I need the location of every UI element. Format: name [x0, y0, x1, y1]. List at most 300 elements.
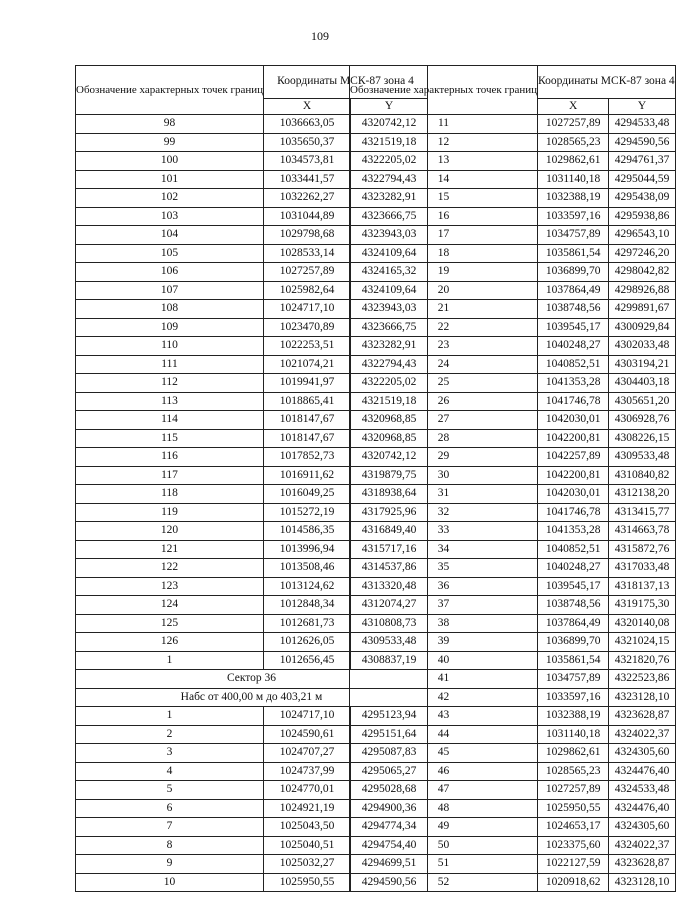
coord-y: 4297246,20: [609, 244, 675, 263]
coord-x: 1035650,37: [264, 133, 351, 152]
coord-x: 1027257,89: [538, 115, 609, 134]
point-id: 39: [350, 633, 538, 652]
coord-x: 1037864,49: [538, 281, 609, 300]
coord-y: 4312138,20: [609, 485, 675, 504]
coord-x: 1037864,49: [538, 614, 609, 633]
coord-x: 1021074,21: [264, 355, 351, 374]
coord-y: 4306928,76: [609, 411, 675, 430]
coord-x: 1025950,55: [264, 873, 351, 892]
coord-y: 4323282,91: [351, 189, 428, 208]
coord-y: 4305651,20: [609, 392, 675, 411]
coord-y: 4323282,91: [351, 337, 428, 356]
sector-title: Сектор 36: [76, 670, 428, 689]
table-row: [350, 633, 676, 652]
coord-y: 4294774,34: [351, 818, 428, 837]
coord-x: 1031140,18: [538, 725, 609, 744]
coord-y: 4294533,48: [609, 115, 675, 134]
table-row: [350, 318, 676, 337]
table-row: [350, 485, 676, 504]
coord-y: 4314663,78: [609, 522, 675, 541]
coord-y: 4313320,48: [351, 577, 428, 596]
coord-x: 1035861,54: [538, 244, 609, 263]
coord-x: 1040852,51: [538, 355, 609, 374]
coord-y: 4299891,67: [609, 300, 675, 319]
coord-y: 4324476,40: [609, 762, 675, 781]
point-id: 19: [350, 263, 538, 282]
coord-x: 1034573,81: [264, 152, 351, 171]
point-id: 111: [76, 355, 264, 374]
point-id: 29: [350, 448, 538, 467]
coord-y: 4295044,59: [609, 170, 675, 189]
coord-x: 1019941,97: [264, 374, 351, 393]
coord-y: 4304403,18: [609, 374, 675, 393]
point-id: 15: [350, 189, 538, 208]
header-x: X: [538, 99, 609, 115]
coord-y: 4308837,19: [351, 651, 428, 670]
point-id: 112: [76, 374, 264, 393]
coord-x: 1024737,99: [264, 762, 351, 781]
coord-y: 4309533,48: [609, 448, 675, 467]
coord-y: 4321820,76: [609, 651, 675, 670]
coord-y: 4320742,12: [351, 115, 428, 134]
coord-y: 4298042,82: [609, 263, 675, 282]
coord-y: 4323943,03: [351, 300, 428, 319]
point-id: 52: [350, 873, 538, 892]
coord-x: 1032388,19: [538, 707, 609, 726]
coord-x: 1025043,50: [264, 818, 351, 837]
coord-y: 4295938,86: [609, 207, 675, 226]
coord-x: 1012656,45: [264, 651, 351, 670]
coord-x: 1034757,89: [538, 670, 609, 689]
table-row: [350, 836, 676, 855]
coord-y: 4310840,82: [609, 466, 675, 485]
point-id: 20: [350, 281, 538, 300]
table-row: [350, 281, 676, 300]
point-id: 107: [76, 281, 264, 300]
coord-x: 1018147,67: [264, 429, 351, 448]
table-row: [350, 725, 676, 744]
point-id: 120: [76, 522, 264, 541]
point-id: 21: [350, 300, 538, 319]
coord-x: 1028565,23: [538, 762, 609, 781]
coord-x: 1025982,64: [264, 281, 351, 300]
coord-x: 1018865,41: [264, 392, 351, 411]
coord-y: 4324476,40: [609, 799, 675, 818]
point-id: 45: [350, 744, 538, 763]
point-id: 32: [350, 503, 538, 522]
point-id: 13: [350, 152, 538, 171]
coord-x: 1024921,19: [264, 799, 351, 818]
table-row: [350, 744, 676, 763]
coord-y: 4320742,12: [351, 448, 428, 467]
point-id: 28: [350, 429, 538, 448]
coord-x: 1029862,61: [538, 744, 609, 763]
coord-x: 1039545,17: [538, 577, 609, 596]
coord-x: 1016049,25: [264, 485, 351, 504]
point-id: 8: [76, 836, 264, 855]
point-id: 42: [350, 688, 538, 707]
coord-y: 4323128,10: [609, 688, 675, 707]
point-id: 23: [350, 337, 538, 356]
coord-x: 1040248,27: [538, 337, 609, 356]
coord-y: 4323666,75: [351, 318, 428, 337]
table-row: [350, 429, 676, 448]
coord-y: 4312074,27: [351, 596, 428, 615]
coord-y: 4308226,15: [609, 429, 675, 448]
coord-y: 4317033,48: [609, 559, 675, 578]
point-id: 108: [76, 300, 264, 319]
coord-y: 4295028,68: [351, 781, 428, 800]
coord-x: 1041746,78: [538, 392, 609, 411]
coord-x: 1023375,60: [538, 836, 609, 855]
point-id: 118: [76, 485, 264, 504]
point-id: 51: [350, 855, 538, 874]
coord-x: 1040852,51: [538, 540, 609, 559]
header-y: Y: [351, 99, 428, 115]
point-id: 25: [350, 374, 538, 393]
coord-y: 4322205,02: [351, 374, 428, 393]
coord-y: 4324022,37: [609, 725, 675, 744]
coord-x: 1033597,16: [538, 688, 609, 707]
coord-y: 4319175,30: [609, 596, 675, 615]
coord-x: 1025032,27: [264, 855, 351, 874]
point-id: 1: [76, 707, 264, 726]
table-row: [350, 355, 676, 374]
coord-x: 1038748,56: [538, 300, 609, 319]
coord-y: 4302033,48: [609, 337, 675, 356]
coord-x: 1024590,61: [264, 725, 351, 744]
coord-y: 4318938,64: [351, 485, 428, 504]
table-row: [350, 170, 676, 189]
point-id: 26: [350, 392, 538, 411]
point-id: 101: [76, 170, 264, 189]
point-id: 43: [350, 707, 538, 726]
point-id: 104: [76, 226, 264, 245]
coord-x: 1041746,78: [538, 503, 609, 522]
coord-x: 1012681,73: [264, 614, 351, 633]
table-row: [350, 540, 676, 559]
point-id: 36: [350, 577, 538, 596]
point-id: 123: [76, 577, 264, 596]
point-id: 22: [350, 318, 538, 337]
point-id: 50: [350, 836, 538, 855]
table-row: [350, 448, 676, 467]
header-coord-system: Координаты МСК-87 зона 4: [538, 66, 676, 99]
coord-x: 1027257,89: [538, 781, 609, 800]
point-id: 33: [350, 522, 538, 541]
coord-y: 4313415,77: [609, 503, 675, 522]
coordinates-table-right: [349, 65, 676, 892]
coord-y: 4323666,75: [351, 207, 428, 226]
point-id: 113: [76, 392, 264, 411]
coord-x: 1042200,81: [538, 466, 609, 485]
coord-x: 1022253,51: [264, 337, 351, 356]
coord-y: 4324022,37: [609, 836, 675, 855]
point-id: 9: [76, 855, 264, 874]
table-row: [350, 392, 676, 411]
point-id: 24: [350, 355, 538, 374]
point-id: 117: [76, 466, 264, 485]
coord-x: 1042200,81: [538, 429, 609, 448]
coord-x: 1028565,23: [538, 133, 609, 152]
point-id: 124: [76, 596, 264, 615]
table-row: [350, 152, 676, 171]
table-row: [350, 374, 676, 393]
coord-x: 1031140,18: [538, 170, 609, 189]
coord-x: 1028533,14: [264, 244, 351, 263]
point-id: 1: [76, 651, 264, 670]
coord-x: 1024770,01: [264, 781, 351, 800]
coord-y: 4324109,64: [351, 244, 428, 263]
coord-y: 4294754,40: [351, 836, 428, 855]
coord-x: 1042257,89: [538, 448, 609, 467]
coord-y: 4324533,48: [609, 781, 675, 800]
coord-x: 1032388,19: [538, 189, 609, 208]
coord-x: 1024717,10: [264, 300, 351, 319]
coord-x: 1024653,17: [538, 818, 609, 837]
coord-x: 1023470,89: [264, 318, 351, 337]
header-designation: Обозначение характерных точек границ: [76, 66, 264, 115]
point-id: 114: [76, 411, 264, 430]
coord-x: 1032262,27: [264, 189, 351, 208]
coord-x: 1042030,01: [538, 411, 609, 430]
coord-x: 1033441,57: [264, 170, 351, 189]
coord-x: 1036899,70: [538, 263, 609, 282]
point-id: 2: [76, 725, 264, 744]
point-id: 121: [76, 540, 264, 559]
point-id: 17: [350, 226, 538, 245]
coord-y: 4324109,64: [351, 281, 428, 300]
coord-x: 1025040,51: [264, 836, 351, 855]
table-row: [350, 855, 676, 874]
point-id: 125: [76, 614, 264, 633]
table-row: [350, 411, 676, 430]
coord-x: 1020918,62: [538, 873, 609, 892]
point-id: 18: [350, 244, 538, 263]
table-row: [350, 263, 676, 282]
coord-x: 1015272,19: [264, 503, 351, 522]
point-id: 6: [76, 799, 264, 818]
coord-y: 4322523,86: [609, 670, 675, 689]
point-id: 122: [76, 559, 264, 578]
coord-y: 4295123,94: [351, 707, 428, 726]
table-row: [350, 577, 676, 596]
table-row: [350, 762, 676, 781]
table-row: [350, 781, 676, 800]
table-row: [350, 559, 676, 578]
coord-y: 4322794,43: [351, 355, 428, 374]
table-row: [350, 707, 676, 726]
table-row: [350, 133, 676, 152]
coord-x: 1017852,73: [264, 448, 351, 467]
coord-x: 1036899,70: [538, 633, 609, 652]
table-row: [350, 818, 676, 837]
coord-x: 1029798,68: [264, 226, 351, 245]
coord-y: 4315717,16: [351, 540, 428, 559]
point-id: 44: [350, 725, 538, 744]
coord-x: 1035861,54: [538, 651, 609, 670]
coord-y: 4317925,96: [351, 503, 428, 522]
coord-y: 4315872,76: [609, 540, 675, 559]
coord-y: 4318137,13: [609, 577, 675, 596]
coord-y: 4324165,32: [351, 263, 428, 282]
coord-x: 1038748,56: [538, 596, 609, 615]
point-id: 100: [76, 152, 264, 171]
coord-y: 4309533,48: [351, 633, 428, 652]
coord-y: 4323628,87: [609, 707, 675, 726]
point-id: 98: [76, 115, 264, 134]
coord-x: 1034757,89: [538, 226, 609, 245]
point-id: 10: [76, 873, 264, 892]
coord-y: 4321519,18: [351, 133, 428, 152]
table-row: [350, 614, 676, 633]
coord-y: 4294590,56: [609, 133, 675, 152]
coord-y: 4322794,43: [351, 170, 428, 189]
table-row: [350, 873, 676, 892]
coord-y: 4295438,09: [609, 189, 675, 208]
point-id: 102: [76, 189, 264, 208]
coord-y: 4294590,56: [351, 873, 428, 892]
coord-x: 1016911,62: [264, 466, 351, 485]
coord-x: 1027257,89: [264, 263, 351, 282]
coord-x: 1013508,46: [264, 559, 351, 578]
coord-y: 4295087,83: [351, 744, 428, 763]
point-id: 46: [350, 762, 538, 781]
coord-x: 1012848,34: [264, 596, 351, 615]
table-row: [350, 688, 676, 707]
coord-y: 4298926,88: [609, 281, 675, 300]
table-row: [350, 651, 676, 670]
coord-x: 1031044,89: [264, 207, 351, 226]
coord-x: 1033597,16: [538, 207, 609, 226]
coord-y: 4323128,10: [609, 873, 675, 892]
coord-x: 1040248,27: [538, 559, 609, 578]
table-row: [350, 115, 676, 134]
header-y: Y: [609, 99, 675, 115]
coord-y: 4310808,73: [351, 614, 428, 633]
coord-x: 1024717,10: [264, 707, 351, 726]
point-id: 4: [76, 762, 264, 781]
table-row: [350, 799, 676, 818]
table-row: [350, 189, 676, 208]
table-row: [350, 337, 676, 356]
table-row: [350, 670, 676, 689]
point-id: 99: [76, 133, 264, 152]
point-id: 116: [76, 448, 264, 467]
point-id: 31: [350, 485, 538, 504]
table-row: [350, 207, 676, 226]
point-id: 30: [350, 466, 538, 485]
coord-y: 4295065,27: [351, 762, 428, 781]
header-x: X: [264, 99, 351, 115]
coord-x: 1036663,05: [264, 115, 351, 134]
table-row: [350, 226, 676, 245]
coord-y: 4296543,10: [609, 226, 675, 245]
point-id: 40: [350, 651, 538, 670]
coord-x: 1013996,94: [264, 540, 351, 559]
point-id: 103: [76, 207, 264, 226]
point-id: 5: [76, 781, 264, 800]
coord-x: 1042030,01: [538, 485, 609, 504]
coord-y: 4320968,85: [351, 411, 428, 430]
coord-y: 4322205,02: [351, 152, 428, 171]
coord-y: 4294761,37: [609, 152, 675, 171]
point-id: 14: [350, 170, 538, 189]
coord-x: 1041353,28: [538, 374, 609, 393]
header-designation: Обозначение характерных точек границ: [350, 66, 538, 115]
coord-y: 4320968,85: [351, 429, 428, 448]
coord-x: 1029862,61: [538, 152, 609, 171]
point-id: 11: [350, 115, 538, 134]
point-id: 35: [350, 559, 538, 578]
point-id: 38: [350, 614, 538, 633]
coord-y: 4295151,64: [351, 725, 428, 744]
point-id: 115: [76, 429, 264, 448]
table-row: [350, 596, 676, 615]
point-id: 3: [76, 744, 264, 763]
coord-y: 4321024,15: [609, 633, 675, 652]
coord-y: 4324305,60: [609, 818, 675, 837]
coord-y: 4319879,75: [351, 466, 428, 485]
point-id: 106: [76, 263, 264, 282]
coord-y: 4324305,60: [609, 744, 675, 763]
table-row: [350, 466, 676, 485]
coord-y: 4294699,51: [351, 855, 428, 874]
point-id: 16: [350, 207, 538, 226]
point-id: 34: [350, 540, 538, 559]
point-id: 27: [350, 411, 538, 430]
page-number: 109: [311, 29, 329, 43]
coord-y: 4303194,21: [609, 355, 675, 374]
coord-x: 1039545,17: [538, 318, 609, 337]
point-id: 12: [350, 133, 538, 152]
point-id: 119: [76, 503, 264, 522]
coord-y: 4294900,36: [351, 799, 428, 818]
coord-x: 1025950,55: [538, 799, 609, 818]
point-id: 109: [76, 318, 264, 337]
point-id: 126: [76, 633, 264, 652]
sector-subtitle: Набс от 400,00 м до 403,21 м: [76, 688, 428, 707]
table-row: [350, 522, 676, 541]
table-row: [350, 300, 676, 319]
coord-x: 1022127,59: [538, 855, 609, 874]
point-id: 37: [350, 596, 538, 615]
coord-x: 1018147,67: [264, 411, 351, 430]
point-id: 48: [350, 799, 538, 818]
point-id: 49: [350, 818, 538, 837]
point-id: 7: [76, 818, 264, 837]
coord-y: 4321519,18: [351, 392, 428, 411]
coord-y: 4300929,84: [609, 318, 675, 337]
coord-x: 1014586,35: [264, 522, 351, 541]
table-row: [350, 503, 676, 522]
coord-x: 1013124,62: [264, 577, 351, 596]
coord-y: 4316849,40: [351, 522, 428, 541]
coord-y: 4314537,86: [351, 559, 428, 578]
coord-y: 4320140,08: [609, 614, 675, 633]
coord-x: 1024707,27: [264, 744, 351, 763]
header-coord-system: Координаты МСК-87 зона 4: [264, 66, 428, 99]
coord-x: 1012626,05: [264, 633, 351, 652]
point-id: 105: [76, 244, 264, 263]
coord-y: 4323628,87: [609, 855, 675, 874]
point-id: 41: [350, 670, 538, 689]
point-id: 110: [76, 337, 264, 356]
coord-x: 1041353,28: [538, 522, 609, 541]
table-row: [350, 244, 676, 263]
coord-y: 4323943,03: [351, 226, 428, 245]
point-id: 47: [350, 781, 538, 800]
